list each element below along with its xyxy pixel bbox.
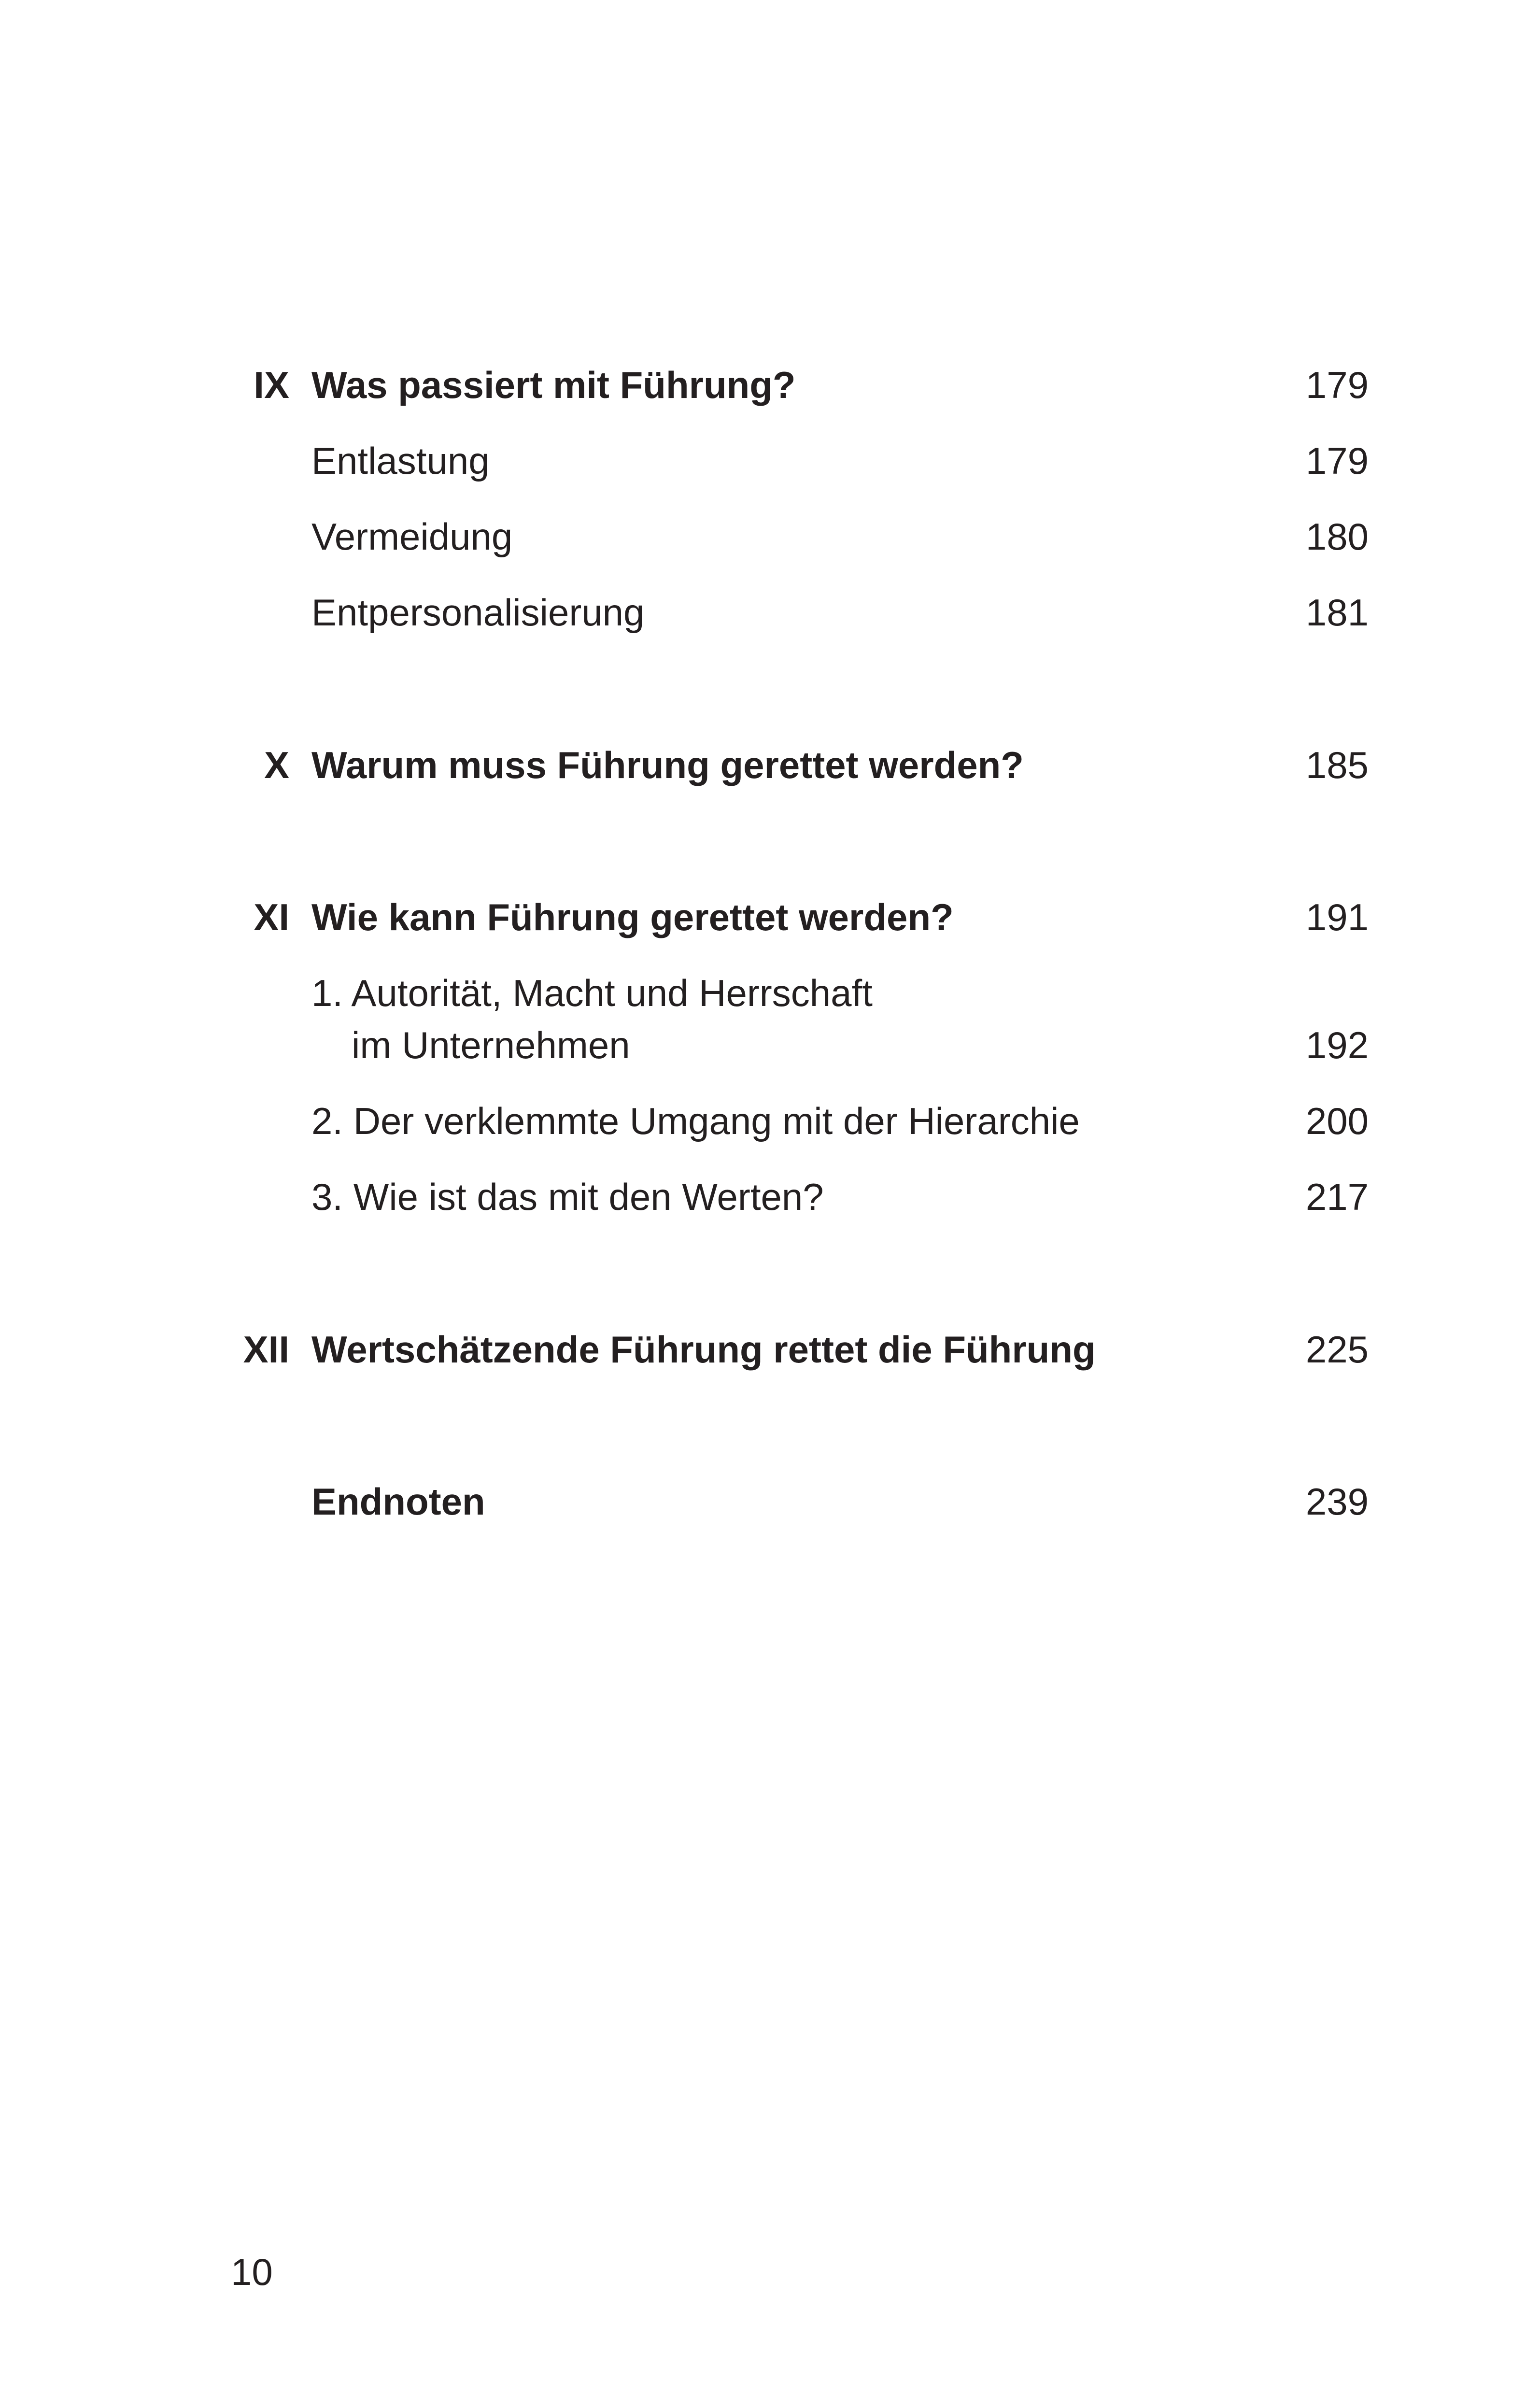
toc-entry-label: Entlastung xyxy=(311,440,490,482)
page-number: 181 xyxy=(1305,591,1369,634)
chapter-numeral: IX xyxy=(254,364,289,406)
chapter-numeral: XII xyxy=(243,1328,289,1371)
page-number: 180 xyxy=(1305,515,1369,558)
chapter-title: Wie kann Führung gerettet werden? xyxy=(311,896,954,938)
page-number: 239 xyxy=(1305,1480,1369,1523)
toc-entry-label-continued: im Unternehmen xyxy=(352,1024,630,1066)
page-number: 179 xyxy=(1305,440,1369,482)
page-number: 200 xyxy=(1305,1100,1369,1142)
page-number: 179 xyxy=(1305,364,1369,406)
toc-entry-label: 2. Der verklemmte Umgang mit der Hierarchie xyxy=(311,1100,1080,1142)
toc-entry-label: Vermeidung xyxy=(311,515,513,558)
chapter-numeral: X xyxy=(264,744,289,786)
chapter-title: Wertschätzende Führung rettet die Führung xyxy=(311,1328,1096,1371)
page-number: 192 xyxy=(1305,1024,1369,1066)
page-number: 191 xyxy=(1305,896,1369,938)
page-number: 225 xyxy=(1305,1328,1369,1371)
page-number: 185 xyxy=(1305,744,1369,786)
chapter-title: Was passiert mit Führung? xyxy=(311,364,796,406)
toc-entry-label: 3. Wie ist das mit den Werten? xyxy=(311,1176,824,1218)
page-number: 217 xyxy=(1305,1176,1369,1218)
chapter-title: Warum muss Führung gerettet werden? xyxy=(311,744,1024,786)
toc-entry-label: Entpersonalisierung xyxy=(311,591,645,634)
chapter-numeral: XI xyxy=(254,896,289,938)
endnotes-title: Endnoten xyxy=(311,1480,485,1523)
toc-entry-label: 1. Autorität, Macht und Herrschaft xyxy=(311,972,873,1014)
footer-page-number: 10 xyxy=(231,2251,273,2293)
